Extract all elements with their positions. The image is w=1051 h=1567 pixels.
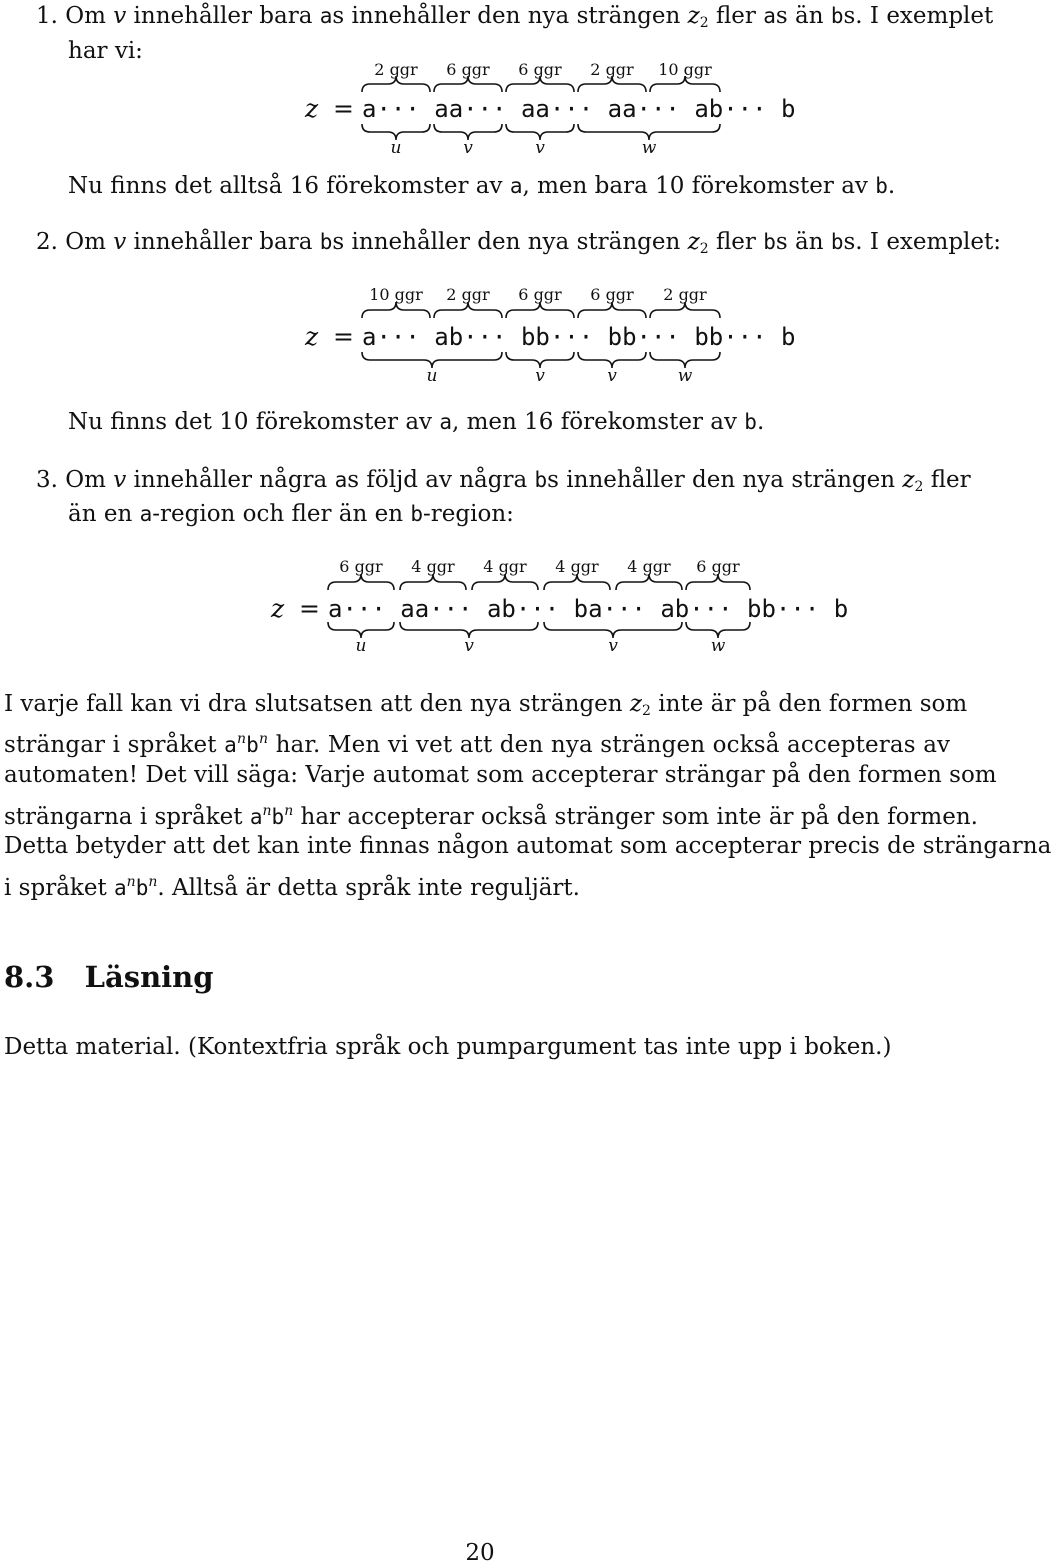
- diagram-1-count: 2 ggr: [374, 60, 418, 79]
- item-3-number: 3.: [36, 467, 58, 493]
- summary-line-5: Detta betyder att det kan inte finnas någon automat som accepterar precis de strängarna: [4, 833, 1051, 859]
- diagram-3-var: w: [710, 636, 726, 656]
- diagram-1-equals: =: [333, 94, 354, 123]
- summary-line-1: I varje fall kan vi dra slutsatsen att den nya strängen $z_2$ inte är på den formen som: [4, 691, 968, 719]
- diagram-2-count: 2 ggr: [446, 285, 490, 304]
- diagram-3-count: 4 ggr: [483, 557, 527, 576]
- diagram-1-count: 6 ggr: [518, 60, 562, 79]
- diagram-2-var: w: [677, 366, 693, 386]
- summary-line-4: strängarna i språket $a^nb^n$ har accepterar också stränger som inte är på den formen.: [4, 803, 978, 830]
- diagram-1-var: v: [463, 138, 473, 158]
- diagram-2-count: 2 ggr: [663, 285, 707, 304]
- summary-line-6: i språket $a^nb^n$. Alltså är detta språk inte reguljärt.: [4, 874, 580, 901]
- summary-line-3: automaten! Det vill säga: Varje automat som accepterar strängar på den formen som: [4, 762, 997, 788]
- diagram-3-string: a··· aa··· ab··· ba··· ab··· bb··· b: [328, 595, 849, 623]
- diagram-1-count: 6 ggr: [446, 60, 490, 79]
- item-2-number: 2.: [36, 229, 58, 255]
- diagram-2-count: 6 ggr: [518, 285, 562, 304]
- diagram-2-var: v: [607, 366, 617, 386]
- diagram-1-count: 10 ggr: [658, 60, 712, 79]
- diagram-2-equals: =: [333, 322, 354, 351]
- diagram-2-count: 10 ggr: [369, 285, 423, 304]
- summary-line-2: strängar i språket $a^nb^n$ har. Men vi vet att den nya strängen också accepteras av: [4, 731, 951, 758]
- diagram-2-var: u: [426, 366, 438, 386]
- page-number: 20: [465, 1540, 495, 1566]
- diagram-2-var: v: [535, 366, 545, 386]
- diagram-3-var: v: [464, 636, 474, 656]
- item-3-line-1: 3. Om v innehåller några as följd av några bs innehåller den nya strängen $z_2$ fler: [36, 467, 971, 495]
- item-2-conclusion: Nu finns det 10 förekomster av a, men 16 förekomster av b.: [68, 409, 765, 435]
- diagram-3-count: 6 ggr: [696, 557, 740, 576]
- diagram-3-count: 6 ggr: [339, 557, 383, 576]
- diagram-1-var: w: [641, 138, 657, 158]
- item-1-line-1: 1. Om v innehåller bara as innehåller den nya strängen $z_2$ fler as än bs. I exemplet: [36, 3, 994, 31]
- diagram-1-z: z: [305, 94, 319, 123]
- diagram-3-equals: =: [299, 594, 320, 623]
- item-1-line-2: har vi:: [68, 38, 143, 64]
- section-title: Läsning: [84, 960, 214, 994]
- item-2-line-1: 2. Om v innehåller bara bs innehåller den nya strängen $z_2$ fler bs än bs. I exemplet:: [36, 229, 1002, 257]
- diagram-3-count: 4 ggr: [627, 557, 671, 576]
- section-heading: [4, 960, 214, 994]
- diagram-3-var: u: [355, 636, 367, 656]
- item-3-line-2: än en a-region och fler än en b-region:: [68, 501, 514, 527]
- diagram-3-var: v: [608, 636, 618, 656]
- item-1-conclusion: Nu finns det alltså 16 förekomster av a, men bara 10 förekomster av b.: [68, 173, 896, 199]
- diagram-3-z: z: [271, 594, 285, 623]
- diagram-2-z: z: [305, 322, 319, 351]
- diagram-3-count: 4 ggr: [411, 557, 455, 576]
- section-body: Detta material. (Kontextfria språk och pumpargument tas inte upp i boken.): [4, 1034, 892, 1060]
- diagram-3-count: 4 ggr: [555, 557, 599, 576]
- diagram-1-var: v: [535, 138, 545, 158]
- diagram-2-string: a··· ab··· bb··· bb··· bb··· b: [362, 323, 796, 351]
- diagram-1-count: 2 ggr: [590, 60, 634, 79]
- item-1-number: 1.: [36, 3, 58, 29]
- diagram-2-count: 6 ggr: [590, 285, 634, 304]
- section-number: 8.3: [4, 960, 55, 994]
- diagram-1-var: u: [390, 138, 402, 158]
- diagram-1-string: a··· aa··· aa··· aa··· ab··· b: [362, 95, 796, 123]
